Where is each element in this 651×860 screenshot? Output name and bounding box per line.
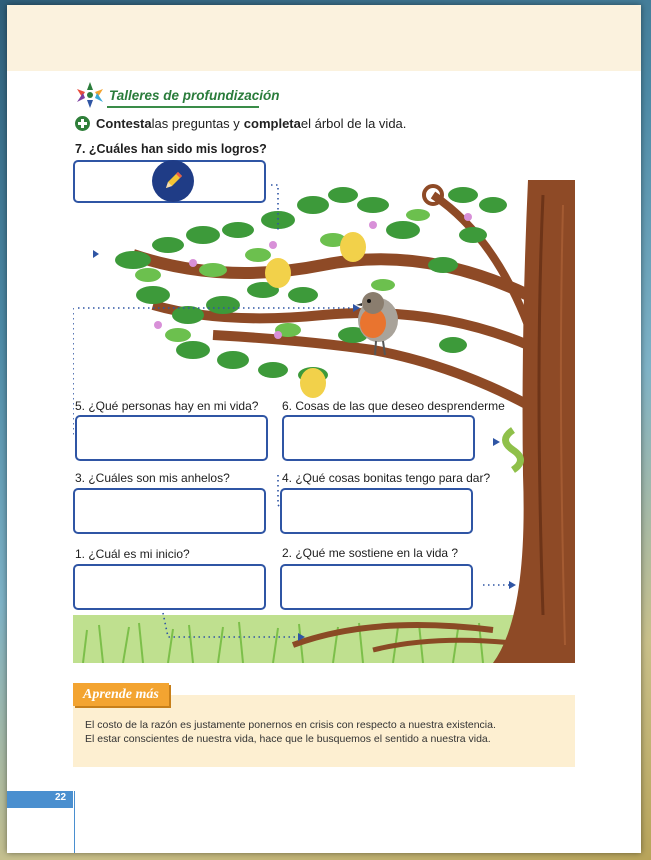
compass-logo-icon [75,81,105,109]
workbook-page [7,5,641,853]
snake [506,430,521,470]
answer-box-q5[interactable] [75,415,268,461]
answer-box-q2[interactable] [280,564,473,610]
question-7-label: 7. ¿Cuáles han sido mis logros? [75,142,267,156]
question-3-label: 3. ¿Cuáles son mis anhelos? [75,471,230,485]
question-6-label: 6. Cosas de las que deseo desprenderme [282,399,505,413]
learn-more-tab: Aprende más [73,683,169,706]
answer-box-q3[interactable] [73,488,266,534]
section-title: Talleres de profundización [109,87,280,103]
page-number: 22 [55,792,67,803]
cross-icon [75,116,90,131]
answer-box-q1[interactable] [73,564,266,610]
instruction-verb-2: completa [243,116,301,131]
instruction-verb-1: Contesta [96,116,152,131]
margin-line [74,791,75,853]
header-band [7,5,641,71]
question-1-label: 1. ¿Cuál es mi inicio? [75,547,190,561]
instruction-text-2: el árbol de la vida. [300,116,407,131]
instruction [75,116,406,131]
question-2-label: 2. ¿Qué me sostiene en la vida ? [282,546,459,560]
learn-more-line-2: El estar conscientes de nuestra vida, hace que le busquemos el sentido a nuestra vida. [85,733,491,745]
instruction-text-1: las preguntas y [151,116,240,131]
answer-box-q4[interactable] [280,488,473,534]
learn-more-line-1: El costo de la razón es justamente ponernos en crisis con respecto a nuestra existencia. [85,719,496,731]
question-4-label: 4. ¿Qué cosas bonitas tengo para dar? [282,471,491,485]
learn-more-text [85,718,496,746]
answer-box-q6[interactable] [282,415,475,461]
pencil-icon [152,160,194,202]
section-heading [75,81,280,109]
question-5-label: 5. ¿Qué personas hay en mi vida? [75,399,259,413]
title-underline [107,106,259,108]
